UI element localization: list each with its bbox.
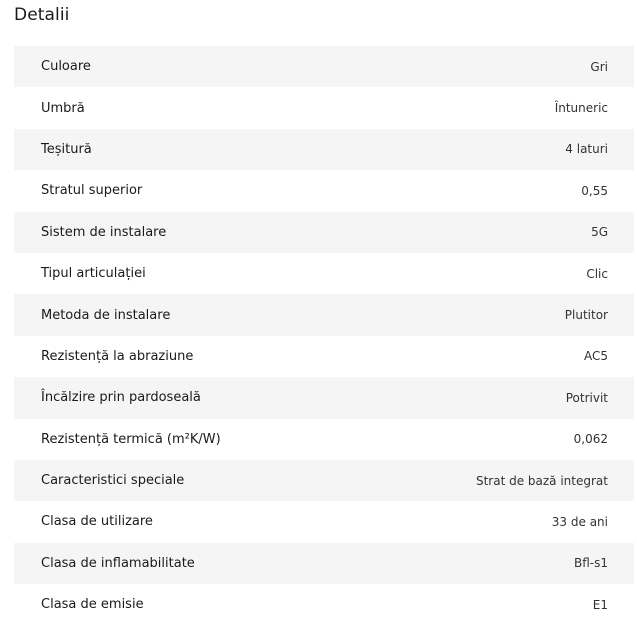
detail-value: 0,062 [573, 432, 608, 447]
detail-value: Strat de bază integrat [475, 473, 608, 488]
section-title: Detalii [14, 5, 70, 25]
detail-row-joint-type [14, 253, 634, 294]
detail-label: Încălzire prin pardoseală [41, 390, 201, 406]
detail-row-install-system [14, 212, 634, 253]
detail-label: Teșitură [41, 141, 92, 157]
detail-row-bevel [14, 129, 634, 170]
detail-row-usage-class [14, 501, 634, 542]
detail-label: Tipul articulației [41, 266, 146, 282]
detail-label: Rezistență termică (m²K/W) [41, 431, 221, 447]
detail-value: Întuneric [554, 101, 608, 116]
detail-row-emission [14, 584, 634, 625]
detail-label: Clasa de utilizare [41, 514, 153, 530]
detail-label: Culoare [41, 59, 91, 75]
detail-label: Caracteristici speciale [41, 473, 185, 489]
detail-value: 0,55 [581, 183, 608, 198]
detail-value: 5G [591, 225, 608, 240]
detail-label: Rezistență la abraziune [41, 348, 194, 364]
detail-label: Metoda de instalare [41, 307, 171, 323]
detail-value: Plutitor [564, 308, 608, 323]
detail-value: Clic [586, 266, 608, 281]
detail-value: 4 laturi [565, 142, 608, 157]
detail-row-install-method [14, 294, 634, 335]
detail-value: Bfl-s1 [573, 556, 608, 571]
detail-row-special-features [14, 460, 634, 501]
detail-label: Sistem de instalare [41, 224, 167, 240]
detail-row-abrasion [14, 336, 634, 377]
detail-label: Clasa de emisie [41, 597, 144, 613]
detail-value: Gri [590, 59, 608, 74]
detail-row-flammability [14, 543, 634, 584]
detail-row-top-layer [14, 170, 634, 211]
detail-label: Clasa de inflamabilitate [41, 555, 195, 571]
detail-value: E1 [592, 597, 608, 612]
detail-value: Potrivit [565, 390, 608, 405]
detail-label: Stratul superior [41, 183, 143, 199]
detail-value: 33 de ani [551, 514, 608, 529]
details-table [14, 46, 634, 625]
detail-value: AC5 [583, 349, 608, 364]
detail-label: Umbră [41, 100, 85, 116]
detail-row-color [14, 46, 634, 87]
detail-row-floor-heating [14, 377, 634, 418]
detail-row-shade [14, 87, 634, 128]
detail-row-thermal-resistance [14, 419, 634, 460]
